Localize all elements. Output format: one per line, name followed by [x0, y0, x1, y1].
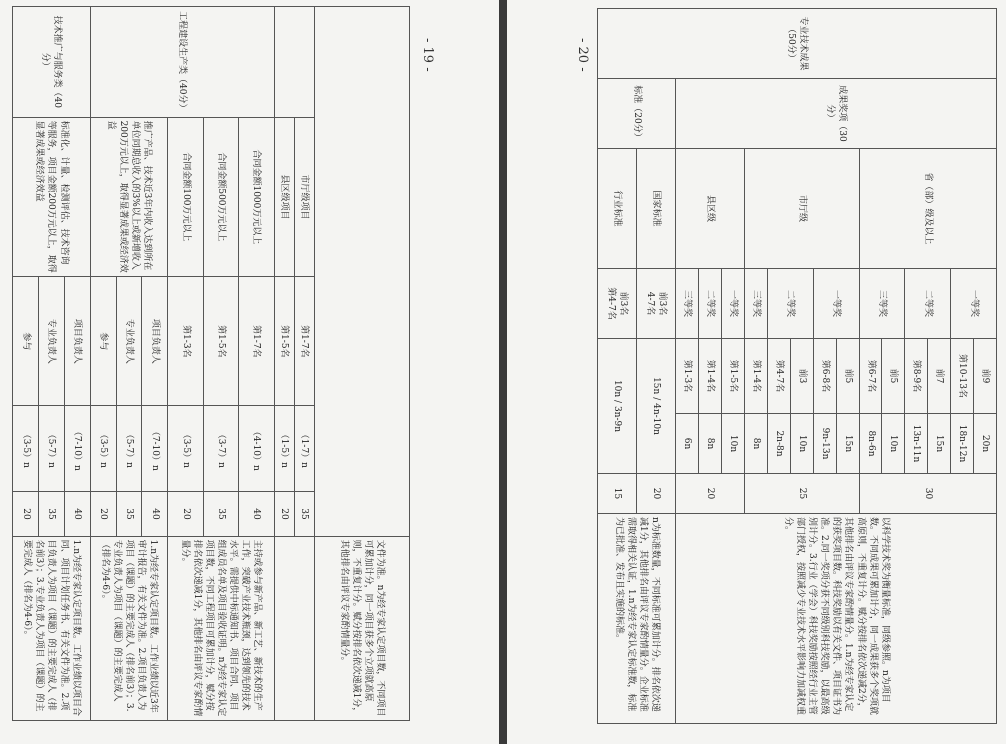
score-cell: 20 — [168, 492, 203, 536]
score-cell: 40 — [64, 492, 90, 536]
right-page — [507, 0, 1006, 744]
left-table-frame — [12, 6, 410, 721]
score-cell: 15n — [836, 414, 859, 474]
rank-cell: 前3 — [790, 339, 813, 414]
note-service: 1.n为经专家认定项目数。工作业绩以项目合同、项目计划任务书、有关文件为准。2.项目负责人为项目（课题）的主要完成人（排名前3）；3.专业负责人为项目（课题）的主要完成人（排名为4-6）。 — [13, 536, 91, 720]
level-cell: 市厅级 — [745, 149, 860, 269]
score-cell: 20 — [13, 492, 39, 536]
rank-text: 第4-7名 — [606, 287, 617, 320]
score-cell: 20 — [90, 492, 116, 536]
score-cell: 40 — [142, 492, 168, 536]
formula-cell: （3-5）n — [168, 406, 203, 492]
right-table-frame — [597, 8, 997, 723]
note-promotion: 1.n为经专家认定项目数。工作业绩以近3年审计报告，有关文件为准。2.项目负责人为项目（课题）的主要完成人（排名前3）；3.专业负责人为项目（课题）的主要完成人（排名为4-6）。 — [90, 536, 168, 720]
rank-text: 前3名 — [618, 291, 629, 316]
rank-text: 前3名 — [657, 291, 668, 316]
score-cell: 15n — [928, 414, 951, 474]
level-cell: 行业标准 — [598, 149, 637, 269]
category-service: 技术推广与服务类（40分） — [13, 7, 91, 118]
score-cell: 35 — [294, 492, 314, 536]
rank-cell: 第6-8名 — [813, 339, 836, 414]
rank-cell: 专业负责人 — [116, 277, 142, 406]
score-cell: 10n — [882, 414, 905, 474]
formula-cell: （5-7）n — [116, 406, 142, 492]
rank-cell: 前9 — [974, 339, 997, 414]
score-cell: 35 — [116, 492, 142, 536]
sub-item: 合同金额100万元以上 — [168, 117, 203, 277]
level-cell: 省（部）级及以上 — [859, 149, 996, 269]
rank-cell: 前5 — [836, 339, 859, 414]
score-cell: 35 — [39, 492, 65, 536]
score-cell: 35 — [203, 492, 238, 536]
page-number-left: - 19 - — [420, 38, 435, 72]
score-cell: 13n-11n — [905, 414, 928, 474]
score-cell: 6n — [676, 414, 699, 474]
sub-item: 推广产品、技术近3年内收入达到所在单位同期总收入的3%以上或新增收入200万元以上，取得显著成果或经济效益 — [90, 117, 168, 277]
rank-cell: 第10-13名 — [951, 339, 974, 414]
score-cell: 15n / 4n-10n — [637, 339, 676, 474]
left-page — [0, 0, 499, 744]
level-cell: 国家标准 — [637, 149, 676, 269]
group-standards: 标准（20分） — [598, 79, 676, 149]
sub-item: 标准化、计量、检测评估、技术咨询等服务，项目金额200万元以上，取得显著成果或经济效益 — [13, 117, 91, 277]
formula-cell: （3-7）n — [203, 406, 238, 492]
formula-cell: （7-10）n — [64, 406, 90, 492]
rank-cell: 第8-9名 — [905, 339, 928, 414]
score-text: 15n — [651, 377, 662, 395]
continuation-cell — [315, 7, 410, 537]
rank-cell: 第1-3名 — [676, 339, 699, 414]
rank-cell: 第1-5名 — [274, 277, 294, 406]
rank-text: 4-7名 — [645, 291, 656, 316]
grade-cell: 二等奖 — [699, 269, 722, 339]
score-cell: 2n-8n — [767, 414, 790, 474]
formula-cell: （1-7）n — [294, 406, 314, 492]
score-cell: 18n-12n — [951, 414, 974, 474]
score-cell: 9n-13n — [813, 414, 836, 474]
rank-cell: 第1-7名 — [294, 277, 314, 406]
formula-cell: （3-5）n — [90, 406, 116, 492]
subtotal-cell: 15 — [598, 474, 637, 514]
grade-cell: 二等奖 — [767, 269, 813, 339]
grade-cell: 二等奖 — [905, 269, 951, 339]
score-cell: 10n — [722, 414, 745, 474]
score-cell: 8n — [699, 414, 722, 474]
rank-cell: 项目负责人 — [142, 277, 168, 406]
score-text: 3n-9n — [612, 405, 623, 433]
rank-cell: 项目负责人 — [64, 277, 90, 406]
score-cell: 20n — [974, 414, 997, 474]
subtotal-cell: 25 — [745, 474, 860, 514]
formula-cell: （1-5）n — [274, 406, 294, 492]
continuation-text: 文件为准。n为经专家认定项目数，不同项目可累加计分，同一项目获多个立项就高原则，不重复计分。赋分按排名依次递减1分，其他排名由评议专家酌情量分。 — [315, 536, 410, 720]
awards-note: 以科学技术奖为衡量标准，同级参照。n为项目数。不同成果可累加计分，同一成果获多个奖项就高原则，不重复计分。赋分按排名依次递减2分，其他排名由评议专家酌情量分。1.n为经专家认定的获奖项目数。科技奖励以有关文件、项目证书为准。2.同一奖项分获不同级别科技奖励，以最高级别计分。3.行业（学会）科技奖励按照经行业主管部门授权，按照减少专业技术水平影响力加减权重分。 — [676, 514, 997, 724]
formula-cell: （7-10）n — [142, 406, 168, 492]
rank-cell: 第1-3名 — [168, 277, 203, 406]
rank-cell: 第1-7名 — [239, 277, 274, 406]
score-text: 4n-10n — [651, 403, 662, 435]
grade-cell: 一等奖 — [813, 269, 859, 339]
score-cell: 8n-6n — [859, 414, 882, 474]
rank-cell: 前5 — [882, 339, 905, 414]
score-cell: 10n / 3n-9n — [598, 339, 637, 474]
score-cell: 8n — [745, 414, 768, 474]
score-cell: 10n — [790, 414, 813, 474]
rank-cell: 第4-7名 — [767, 339, 790, 414]
formula-cell: （3-5）n — [13, 406, 39, 492]
grade-cell: 三等奖 — [676, 269, 699, 339]
grade-cell: 三等奖 — [859, 269, 905, 339]
left-score-table — [12, 6, 410, 721]
formula-cell: （4-10）n — [239, 406, 274, 492]
rank-cell — [637, 269, 676, 339]
standards-note: n为标准数量，不同标准可累加计分。排名依次递减1分，其他排名由评议专家酌情量分。企业标准需取得相关认证，1.n为经专家认定标准数，标准为已批准、发布且实施的标准。 — [598, 514, 676, 724]
rank-cell: 第1-5名 — [203, 277, 238, 406]
score-cell: 20 — [274, 492, 294, 536]
grade-cell: 一等奖 — [722, 269, 745, 339]
score-text: 10n — [612, 379, 623, 398]
subtotal-cell: 20 — [637, 474, 676, 514]
sub-item: 市厅级项目 — [294, 117, 314, 277]
rank-cell: 第1-4名 — [745, 339, 768, 414]
section-label: 专业技术成果（50分） — [598, 9, 997, 79]
rank-cell: 专业负责人 — [39, 277, 65, 406]
sub-item: 县区级项目 — [274, 117, 294, 277]
grade-cell: 三等奖 — [745, 269, 768, 339]
sub-item: 合同金额500万元以上 — [203, 117, 238, 277]
rank-cell: 第1-4名 — [699, 339, 722, 414]
group-awards: 成果奖项（30分） — [676, 79, 997, 149]
note-cell — [274, 536, 314, 720]
category-engineering: 工程建设生产类（40分） — [90, 7, 274, 118]
note-engineering: 主持或参与新产品、新工艺、新技术的生产工作，突破产业技术瓶颈，达到领先的技术水平。需提供中标通知书、项目合同、项目组成员名单及项目验收证明。n为经专家认定项目数，不同工程项目可累加计分，赋分按排名依次递减1分，其他排名由评议专家酌情量分。 — [168, 536, 274, 720]
score-cell: 40 — [239, 492, 274, 536]
grade-cell: 一等奖 — [951, 269, 997, 339]
level-cell: 县区级 — [676, 149, 745, 269]
rank-cell: 第6-7名 — [859, 339, 882, 414]
rank-cell: 第1-5名 — [722, 339, 745, 414]
rank-cell: 参与 — [90, 277, 116, 406]
rank-cell — [598, 269, 637, 339]
sub-item: 合同金额1000万元以上 — [239, 117, 274, 277]
category-cell — [274, 7, 314, 118]
formula-cell: （5-7）n — [39, 406, 65, 492]
subtotal-cell: 20 — [676, 474, 745, 514]
rank-cell: 前7 — [928, 339, 951, 414]
right-score-table — [597, 8, 997, 724]
subtotal-cell: 30 — [859, 474, 996, 514]
rank-cell: 参与 — [13, 277, 39, 406]
page-number-right: - 20 - — [575, 38, 590, 72]
